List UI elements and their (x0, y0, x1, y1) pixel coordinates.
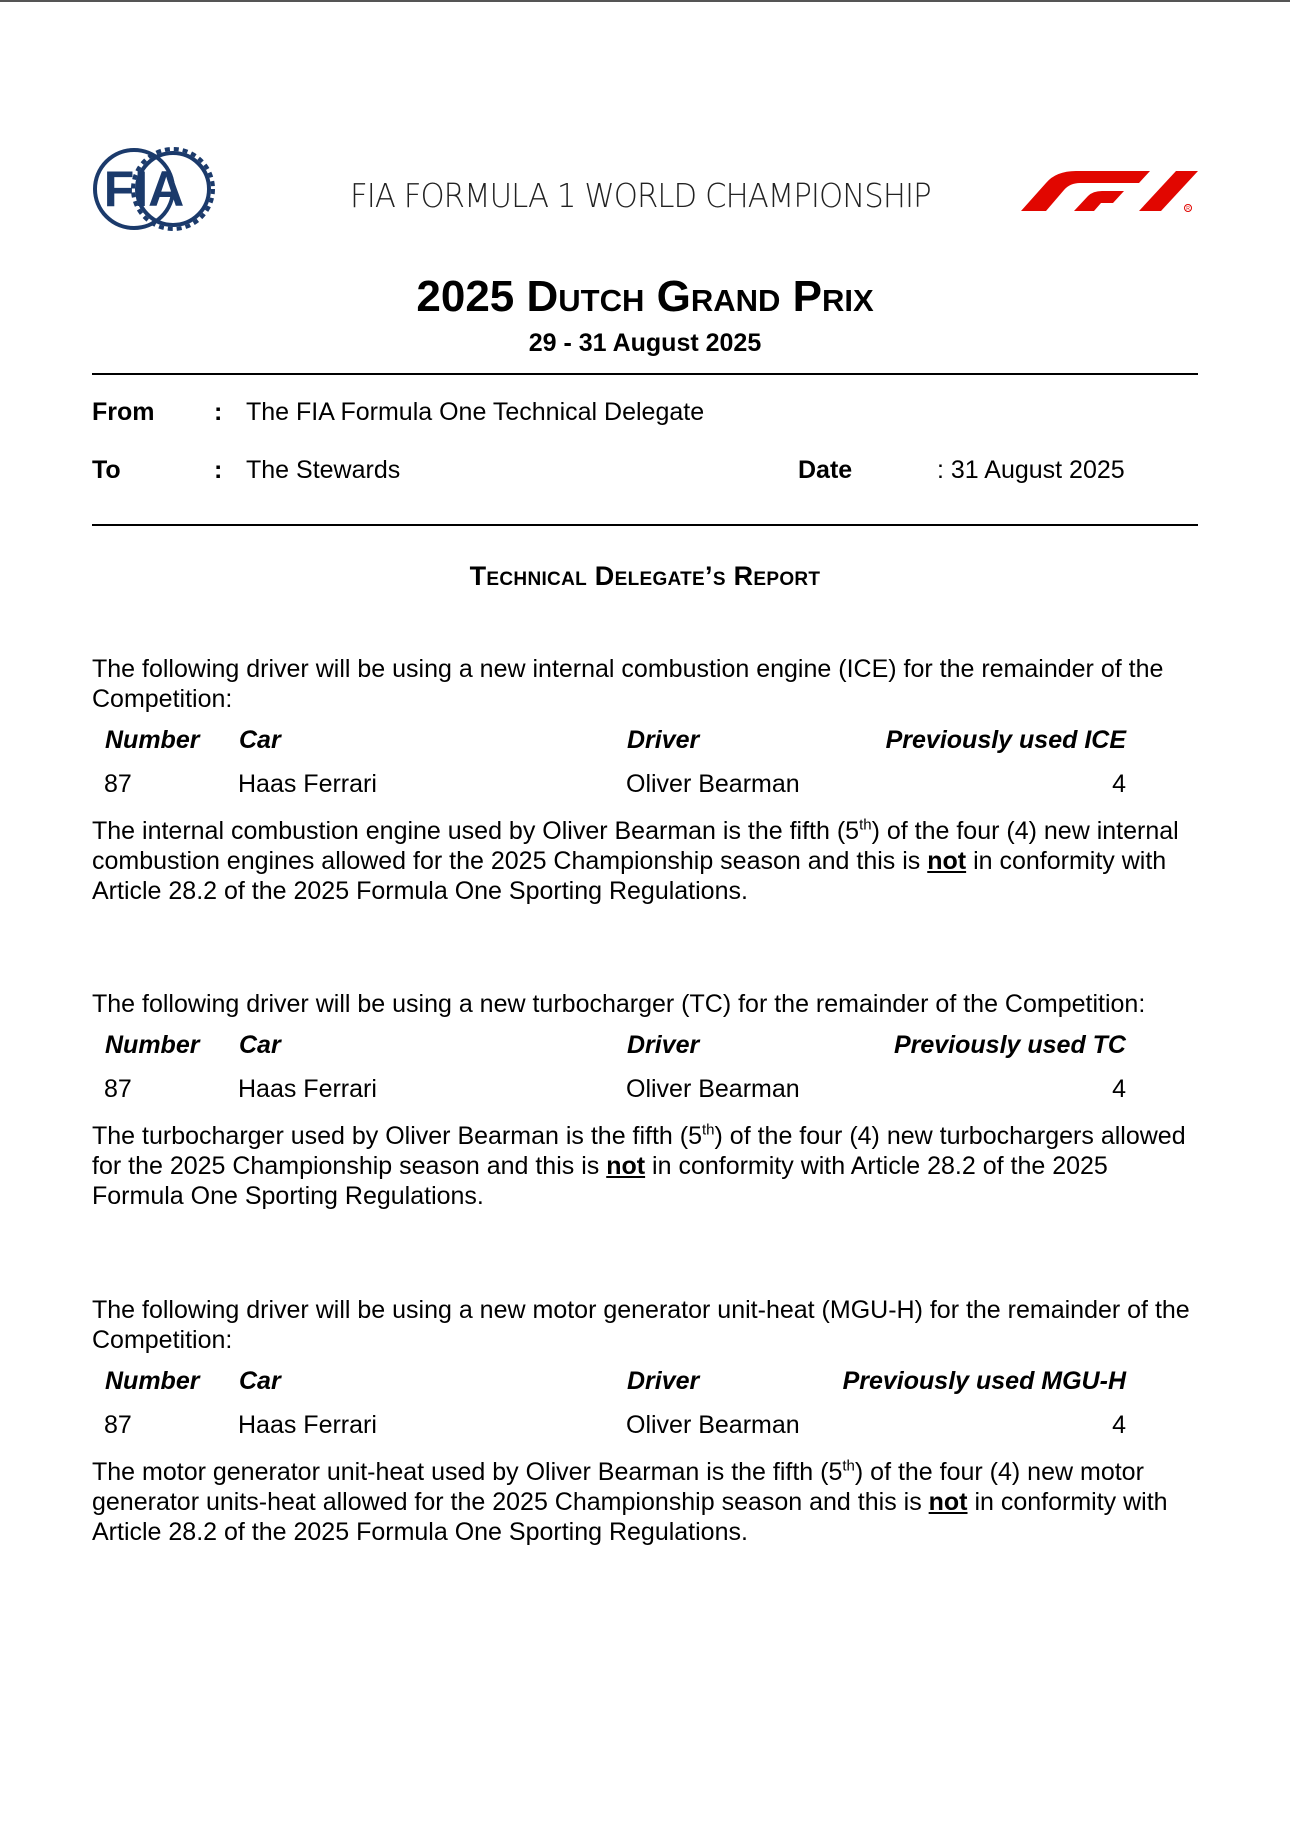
cell-number: 87 (104, 1075, 132, 1103)
section-tc (92, 989, 1198, 1211)
section-ice (92, 654, 1198, 906)
ordinal-suffix: th (859, 816, 872, 834)
event-dates: 29 - 31 August 2025 (528, 329, 762, 357)
section-conclusion (92, 1121, 1198, 1211)
fia-logo-text: FIA (103, 161, 185, 217)
cell-car: Haas Ferrari (238, 1075, 377, 1103)
emphasis-not: not (927, 847, 967, 875)
to-label: To (92, 456, 121, 484)
header-driver: Driver (627, 1367, 700, 1395)
header-previously-used: Previously used ICE (885, 726, 1126, 754)
ordinal-suffix: th (702, 1121, 715, 1139)
cell-previously-used: 4 (1112, 1411, 1126, 1439)
conclusion-text-a: The motor generator unit-heat used by Oliver Bearman is the fifth (5 (92, 1458, 843, 1486)
section-intro: The following driver will be using a new motor generator unit-heat (MGU-H) for the remainder of the Competition: (92, 1296, 1190, 1354)
cell-number: 87 (104, 770, 132, 798)
section-intro: The following driver will be using a new internal combustion engine (ICE) for the remainder of the Competition: (92, 655, 1164, 713)
conclusion-text-c: in conformity with Article 28.2 of the 2025 Formula One Sporting Regulations. (92, 1488, 1168, 1546)
conclusion-text-a: The internal combustion engine used by Oliver Bearman is the fifth (5 (92, 817, 860, 845)
cell-previously-used: 4 (1112, 770, 1126, 798)
svg-text:R: R (1186, 206, 1190, 212)
cell-car: Haas Ferrari (238, 770, 377, 798)
header-car: Car (239, 726, 281, 754)
section-intro: The following driver will be using a new turbocharger (TC) for the remainder of the Competition: (92, 990, 1146, 1018)
section-conclusion (92, 1457, 1198, 1547)
component-table (92, 1031, 1198, 1121)
date-value: : 31 August 2025 (937, 456, 1125, 484)
cell-previously-used: 4 (1112, 1075, 1126, 1103)
cell-number: 87 (104, 1411, 132, 1439)
header-car: Car (239, 1367, 281, 1395)
f1-logo (1018, 166, 1198, 214)
conclusion-text-b: ) of the four (4) new motor generator units-heat allowed for the 2025 Championship season and this is (92, 1458, 1144, 1516)
from-colon: : (214, 398, 223, 426)
top-border (0, 0, 1290, 2)
conclusion-text-c: in conformity with Article 28.2 of the 2025 Formula One Sporting Regulations. (92, 847, 1167, 905)
fia-logo (92, 147, 215, 231)
header-previously-used: Previously used MGU-H (842, 1367, 1126, 1395)
ordinal-suffix: th (842, 1457, 855, 1475)
component-table (92, 726, 1198, 816)
cell-driver: Oliver Bearman (626, 1411, 800, 1439)
report-title: Technical Delegate’s Report (469, 561, 821, 591)
header-previously-used: Previously used TC (893, 1031, 1126, 1059)
header-number: Number (105, 1031, 200, 1059)
section-mgu-h (92, 1295, 1198, 1547)
to-value: The Stewards (246, 456, 401, 484)
header-driver: Driver (627, 726, 700, 754)
to-colon: : (214, 456, 223, 484)
header-divider (92, 373, 1198, 375)
event-name: Dutch Grand Prix (526, 272, 874, 321)
emphasis-not: not (606, 1152, 646, 1180)
cell-driver: Oliver Bearman (626, 1075, 800, 1103)
emphasis-not: not (928, 1488, 968, 1516)
header-number: Number (105, 726, 200, 754)
event-title (92, 272, 1198, 322)
cell-driver: Oliver Bearman (626, 770, 800, 798)
championship-title: FIA FORMULA 1 WORLD CHAMPIONSHIP (350, 176, 931, 215)
date-label: Date (798, 456, 853, 484)
header-car: Car (239, 1031, 281, 1059)
event-year: 2025 (416, 272, 515, 321)
header-number: Number (105, 1367, 200, 1395)
conclusion-text-a: The turbocharger used by Oliver Bearman is the fifth (5 (92, 1122, 703, 1150)
cell-car: Haas Ferrari (238, 1411, 377, 1439)
conclusion-text-b: ) of the four (4) new turbochargers allowed for the 2025 Championship season and this is (92, 1122, 1186, 1180)
conclusion-text-b: ) of the four (4) new internal combustion engines allowed for the 2025 Championship season and this is (92, 817, 1179, 875)
header-driver: Driver (627, 1031, 700, 1059)
section-conclusion (92, 816, 1198, 906)
component-table (92, 1367, 1198, 1457)
from-value: The FIA Formula One Technical Delegate (246, 398, 705, 426)
conclusion-text-c: in conformity with Article 28.2 of the 2025 Formula One Sporting Regulations. (92, 1152, 1108, 1210)
from-label: From (92, 398, 155, 426)
meta-divider (92, 524, 1198, 526)
